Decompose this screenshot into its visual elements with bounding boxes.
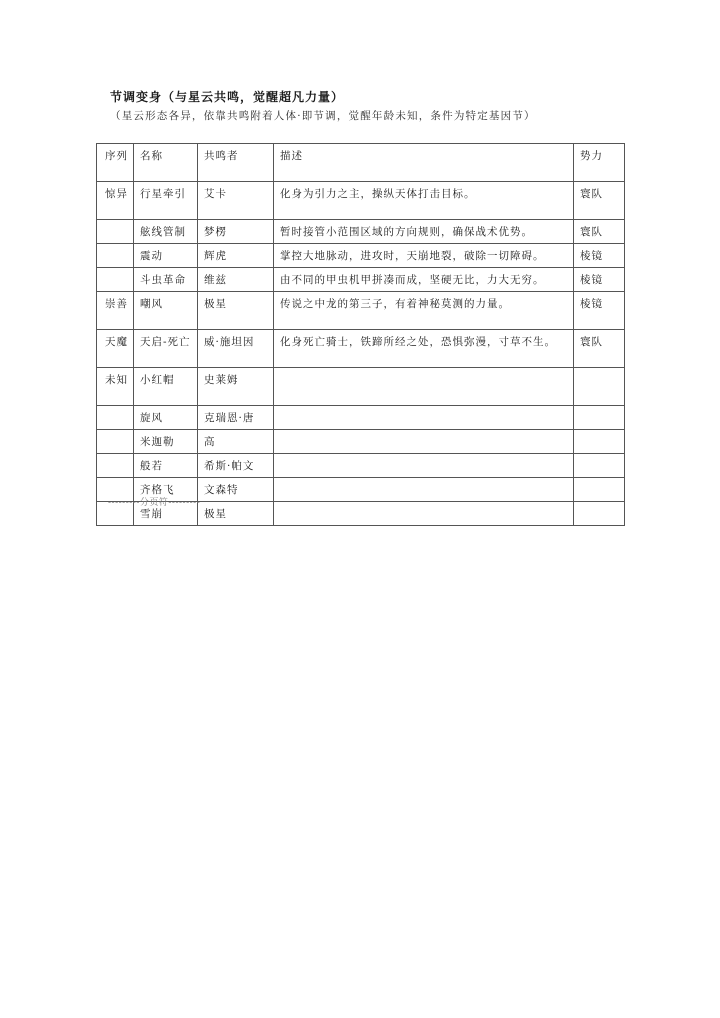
header-desc: 描述	[274, 144, 574, 182]
page-subtitle: （星云形态各异，依靠共鸣附着人体·即节调，觉醒年龄未知，条件为特定基因节）	[110, 110, 536, 122]
name-cell: 嘲风	[134, 292, 198, 330]
desc-cell: 掌控大地脉动，进攻时，天崩地裂，破除一切障碍。	[274, 244, 574, 268]
page-title: 节调变身（与星云共鸣，觉醒超凡力量）	[110, 90, 345, 104]
resonance-table	[96, 143, 625, 526]
table-row	[97, 268, 625, 292]
name-cell: 斗虫革命	[134, 268, 198, 292]
name-cell: 齐格飞	[134, 478, 198, 502]
header-seq: 序列	[97, 144, 134, 182]
faction-cell: 寰队	[574, 220, 625, 244]
table-row	[97, 368, 625, 406]
header-name: 名称	[134, 144, 198, 182]
resonator-cell: 克瑞恩·唐	[198, 406, 274, 430]
table-row	[97, 292, 625, 330]
resonator-cell: 极星	[198, 292, 274, 330]
resonator-cell: 辉虎	[198, 244, 274, 268]
header-faction: 势力	[574, 144, 625, 182]
seq-cell: 惊异	[97, 182, 134, 220]
faction-cell: 寰队	[574, 330, 625, 368]
table-row	[97, 330, 625, 368]
table-row	[97, 406, 625, 430]
name-cell: 行星牵引	[134, 182, 198, 220]
resonator-cell: 希斯·帕文	[198, 454, 274, 478]
resonator-cell: 极星	[198, 502, 274, 526]
name-cell: 天启-死亡	[134, 330, 198, 368]
resonator-cell: 史莱姆	[198, 368, 274, 406]
name-cell: 般若	[134, 454, 198, 478]
seq-cell: 未知	[97, 368, 134, 406]
resonator-cell: 梦楞	[198, 220, 274, 244]
desc-cell	[274, 454, 574, 478]
page-break-marker: ---------分页符---------	[108, 498, 201, 508]
faction-cell	[574, 406, 625, 430]
seq-cell	[97, 430, 134, 454]
seq-cell	[97, 244, 134, 268]
resonator-cell: 高	[198, 430, 274, 454]
desc-cell	[274, 406, 574, 430]
faction-cell: 棱镜	[574, 292, 625, 330]
desc-cell	[274, 368, 574, 406]
faction-cell: 寰队	[574, 182, 625, 220]
faction-cell	[574, 430, 625, 454]
table-row	[97, 182, 625, 220]
desc-cell: 化身为引力之主，操纵天体打击目标。	[274, 182, 574, 220]
table-row	[97, 220, 625, 244]
header-resonator: 共鸣者	[198, 144, 274, 182]
faction-cell: 棱镜	[574, 268, 625, 292]
desc-cell	[274, 430, 574, 454]
seq-cell	[97, 220, 134, 244]
resonator-cell: 维兹	[198, 268, 274, 292]
seq-cell	[97, 454, 134, 478]
desc-cell	[274, 478, 574, 502]
faction-cell: 棱镜	[574, 244, 625, 268]
name-cell: 小红帽	[134, 368, 198, 406]
seq-cell	[97, 406, 134, 430]
faction-cell	[574, 368, 625, 406]
desc-cell: 暂时接管小范围区域的方向规则，确保战术优势。	[274, 220, 574, 244]
seq-cell: 崇善	[97, 292, 134, 330]
name-cell: 雪崩	[134, 502, 198, 526]
name-cell: 震动	[134, 244, 198, 268]
table-row	[97, 454, 625, 478]
table-row	[97, 430, 625, 454]
resonator-cell: 文森特	[198, 478, 274, 502]
faction-cell	[574, 454, 625, 478]
desc-cell: 传说之中龙的第三子，有着神秘莫测的力量。	[274, 292, 574, 330]
table-header-row	[97, 144, 625, 182]
resonator-cell: 艾卡	[198, 182, 274, 220]
table-row	[97, 244, 625, 268]
desc-cell: 由不同的甲虫机甲拼凑而成，坚硬无比，力大无穷。	[274, 268, 574, 292]
name-cell: 米迦勒	[134, 430, 198, 454]
desc-cell: 化身死亡骑士，铁蹄所经之处，恐惧弥漫，寸草不生。	[274, 330, 574, 368]
name-cell: 旋风	[134, 406, 198, 430]
seq-cell: 天魔	[97, 330, 134, 368]
resonator-cell: 威·施坦因	[198, 330, 274, 368]
faction-cell	[574, 502, 625, 526]
faction-cell	[574, 478, 625, 502]
desc-cell	[274, 502, 574, 526]
name-cell: 舷线管制	[134, 220, 198, 244]
seq-cell	[97, 268, 134, 292]
